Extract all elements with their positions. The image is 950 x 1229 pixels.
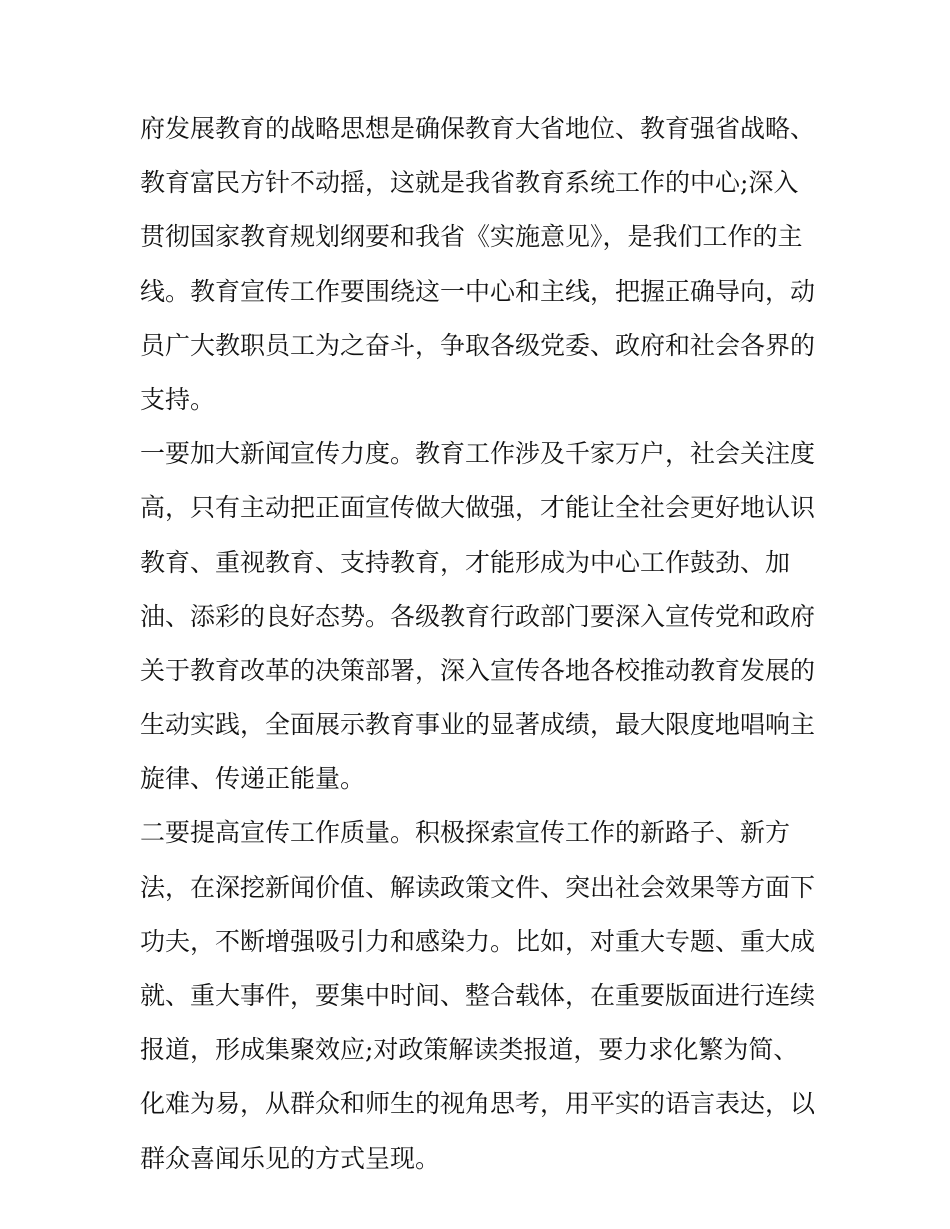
text-line: 法，在深挖新闻价值、解读政策文件、突出社会效果等方面下 bbox=[140, 872, 816, 902]
text-line: 功夫，不断增强吸引力和感染力。比如，对重大专题、重大成 bbox=[140, 926, 816, 956]
text-line: 府发展教育的战略思想是确保教育大省地位、教育强省战略、 bbox=[140, 114, 816, 143]
paragraph-publicity-quality bbox=[140, 806, 820, 1185]
text-line: 教育、重视教育、支持教育，才能形成为中心工作鼓劲、加 bbox=[140, 547, 791, 577]
text-line: 生动实践，全面展示教育事业的显著成绩，最大限度地唱响主 bbox=[140, 710, 816, 740]
text-line: 报道，形成集聚效应;对政策解读类报道，要力求化繁为简、 bbox=[140, 1035, 799, 1065]
text-line: 关于教育改革的决策部署，深入宣传各地各校推动教育发展的 bbox=[140, 655, 816, 685]
text-line: 旋律、传递正能量。 bbox=[140, 764, 366, 794]
text-line: 员广大教职员工为之奋斗，争取各级党委、政府和社会各界的 bbox=[140, 330, 816, 360]
text-line: 二要提高宣传工作质量。积极探索宣传工作的新路子、新方 bbox=[140, 818, 791, 848]
text-line: 就、重大事件，要集中时间、整合载体，在重要版面进行连续 bbox=[140, 981, 816, 1010]
paragraph-intro bbox=[140, 102, 820, 427]
text-line: 高，只有主动把正面宣传做大做强，才能让全社会更好地认识 bbox=[140, 493, 816, 523]
text-line: 贯彻国家教育规划纲要和我省《实施意见》，是我们工作的主 bbox=[140, 222, 803, 252]
text-line: 教育富民方针不动摇，这就是我省教育系统工作的中心;深入 bbox=[140, 168, 799, 198]
text-line: 线。教育宣传工作要围绕这一中心和主线，把握正确导向，动 bbox=[140, 276, 816, 306]
paragraph-news-publicity bbox=[140, 427, 820, 806]
text-line: 一要加大新闻宣传力度。教育工作涉及千家万户，社会关注度 bbox=[140, 439, 816, 469]
text-line: 油、添彩的良好态势。各级教育行政部门要深入宣传党和政府 bbox=[140, 601, 816, 631]
text-line: 群众喜闻乐见的方式呈现。 bbox=[140, 1143, 441, 1173]
text-line: 支持。 bbox=[140, 384, 216, 414]
text-line: 化难为易，从群众和师生的视角思考，用平实的语言表达，以 bbox=[140, 1089, 816, 1119]
document-body bbox=[140, 102, 820, 1186]
